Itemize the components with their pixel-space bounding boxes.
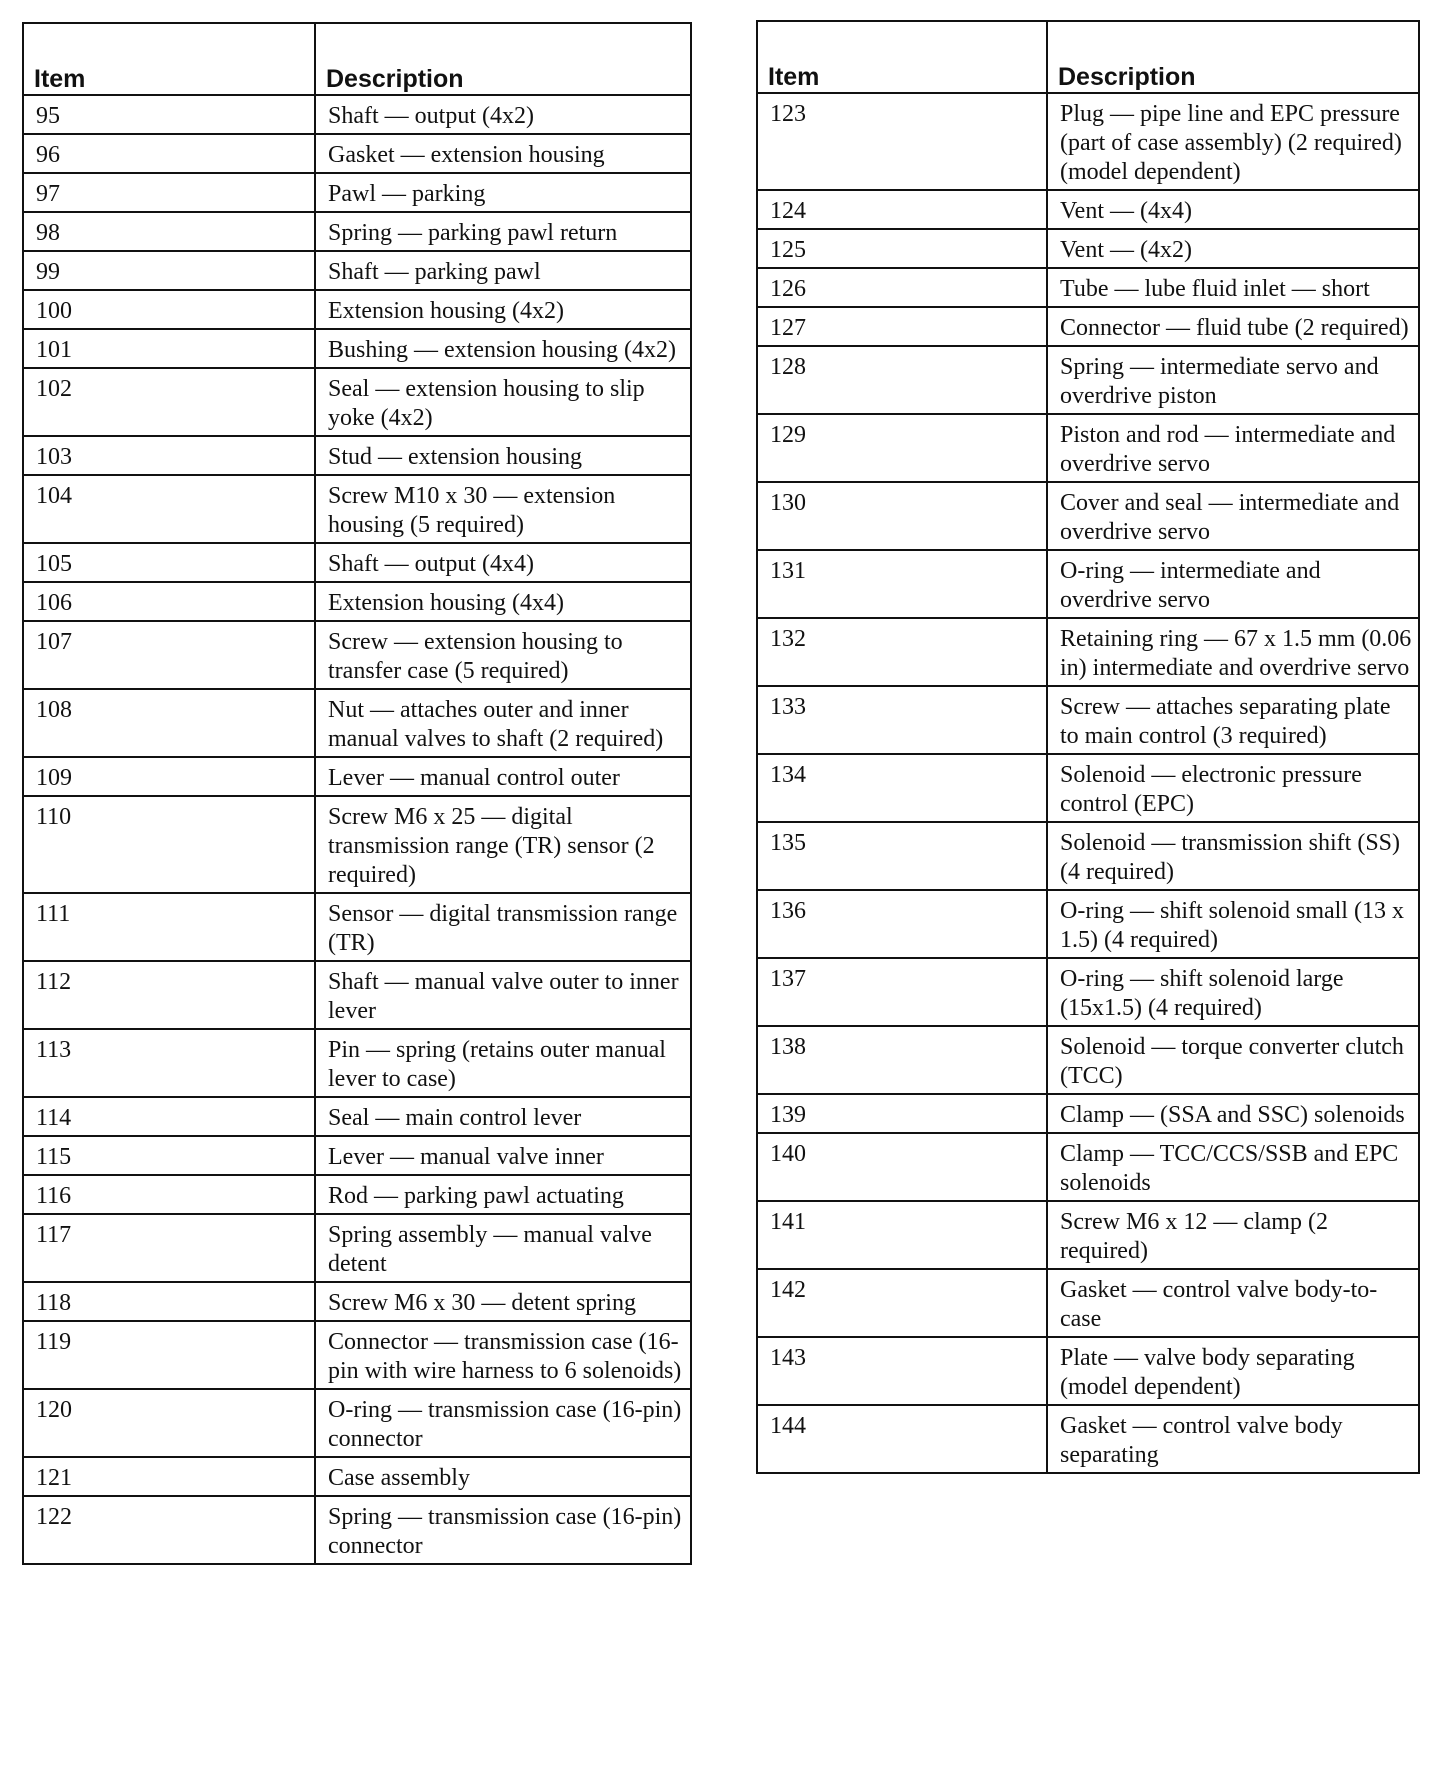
item-description: Clamp — (SSA and SSC) solenoids — [1047, 1094, 1419, 1133]
item-description: Cover and seal — intermediate and overdrive servo — [1047, 482, 1419, 550]
item-description: Gasket — extension housing — [315, 134, 691, 173]
item-number: 121 — [23, 1457, 315, 1496]
item-description: Shaft — manual valve outer to inner lever — [315, 961, 691, 1029]
item-description: Plate — valve body separating (model dependent) — [1047, 1337, 1419, 1405]
item-number: 131 — [757, 550, 1047, 618]
table-row — [757, 482, 1419, 550]
item-description: O-ring — shift solenoid small (13 x 1.5) (4 required) — [1047, 890, 1419, 958]
item-number: 115 — [23, 1136, 315, 1175]
item-number: 134 — [757, 754, 1047, 822]
item-number: 138 — [757, 1026, 1047, 1094]
table-row — [757, 1133, 1419, 1201]
table-row — [23, 1457, 691, 1496]
table-row — [757, 307, 1419, 346]
table-row — [23, 582, 691, 621]
table-row — [23, 796, 691, 893]
table-row — [23, 475, 691, 543]
table-row — [23, 173, 691, 212]
table-row — [23, 1389, 691, 1457]
table-row — [757, 1201, 1419, 1269]
table-row — [757, 93, 1419, 190]
item-description: Seal — extension housing to slip yoke (4x2) — [315, 368, 691, 436]
table-row — [757, 1026, 1419, 1094]
table-row — [23, 689, 691, 757]
item-number: 117 — [23, 1214, 315, 1282]
item-number: 105 — [23, 543, 315, 582]
item-column-header: Item — [23, 23, 315, 95]
parts-table-right-body — [757, 93, 1419, 1473]
item-number: 100 — [23, 290, 315, 329]
table-row — [23, 368, 691, 436]
item-number: 101 — [23, 329, 315, 368]
table-header-row — [757, 21, 1419, 93]
item-description: Screw M6 x 12 — clamp (2 required) — [1047, 1201, 1419, 1269]
item-number: 122 — [23, 1496, 315, 1564]
item-description: Bushing — extension housing (4x2) — [315, 329, 691, 368]
table-row — [23, 251, 691, 290]
item-description: Solenoid — torque converter clutch (TCC) — [1047, 1026, 1419, 1094]
item-column-header: Item — [757, 21, 1047, 93]
table-row — [23, 1175, 691, 1214]
item-number: 124 — [757, 190, 1047, 229]
table-row — [23, 1496, 691, 1564]
item-description: Gasket — control valve body separating — [1047, 1405, 1419, 1473]
item-description: Vent — (4x2) — [1047, 229, 1419, 268]
item-number: 140 — [757, 1133, 1047, 1201]
item-description: Extension housing (4x2) — [315, 290, 691, 329]
item-number: 111 — [23, 893, 315, 961]
item-description: Screw — attaches separating plate to main control (3 required) — [1047, 686, 1419, 754]
parts-table-right — [756, 20, 1420, 1474]
item-number: 116 — [23, 1175, 315, 1214]
item-description: Case assembly — [315, 1457, 691, 1496]
item-description: Extension housing (4x4) — [315, 582, 691, 621]
item-number: 107 — [23, 621, 315, 689]
item-description: Screw — extension housing to transfer case (5 required) — [315, 621, 691, 689]
table-row — [23, 290, 691, 329]
table-row — [23, 1097, 691, 1136]
item-description: Piston and rod — intermediate and overdrive servo — [1047, 414, 1419, 482]
table-row — [757, 618, 1419, 686]
description-column-header: Description — [1047, 21, 1419, 93]
item-number: 135 — [757, 822, 1047, 890]
table-row — [757, 890, 1419, 958]
item-number: 98 — [23, 212, 315, 251]
item-description: O-ring — intermediate and overdrive servo — [1047, 550, 1419, 618]
item-number: 125 — [757, 229, 1047, 268]
item-description: Plug — pipe line and EPC pressure (part of case assembly) (2 required) (model dependent) — [1047, 93, 1419, 190]
table-row — [23, 961, 691, 1029]
item-description: Screw M10 x 30 — extension housing (5 required) — [315, 475, 691, 543]
item-number: 118 — [23, 1282, 315, 1321]
table-row — [23, 212, 691, 251]
table-row — [757, 229, 1419, 268]
item-description: Connector — transmission case (16-pin with wire harness to 6 solenoids) — [315, 1321, 691, 1389]
table-header-row — [23, 23, 691, 95]
item-number: 136 — [757, 890, 1047, 958]
item-number: 113 — [23, 1029, 315, 1097]
table-row — [23, 1282, 691, 1321]
table-row — [757, 1269, 1419, 1337]
item-description: Lever — manual valve inner — [315, 1136, 691, 1175]
table-row — [757, 686, 1419, 754]
item-number: 103 — [23, 436, 315, 475]
item-description: Solenoid — transmission shift (SS) (4 required) — [1047, 822, 1419, 890]
item-description: Shaft — parking pawl — [315, 251, 691, 290]
table-row — [23, 1321, 691, 1389]
table-row — [23, 436, 691, 475]
item-number: 123 — [757, 93, 1047, 190]
item-number: 129 — [757, 414, 1047, 482]
table-row — [23, 621, 691, 689]
item-description: Shaft — output (4x2) — [315, 95, 691, 134]
description-column-header: Description — [315, 23, 691, 95]
item-description: Stud — extension housing — [315, 436, 691, 475]
table-row — [23, 757, 691, 796]
item-description: Retaining ring — 67 x 1.5 mm (0.06 in) intermediate and overdrive servo — [1047, 618, 1419, 686]
item-number: 97 — [23, 173, 315, 212]
item-number: 141 — [757, 1201, 1047, 1269]
table-row — [23, 1214, 691, 1282]
table-row — [757, 190, 1419, 229]
item-number: 104 — [23, 475, 315, 543]
item-number: 127 — [757, 307, 1047, 346]
table-row — [23, 134, 691, 173]
item-description: Connector — fluid tube (2 required) — [1047, 307, 1419, 346]
item-number: 95 — [23, 95, 315, 134]
item-number: 96 — [23, 134, 315, 173]
item-number: 137 — [757, 958, 1047, 1026]
item-number: 106 — [23, 582, 315, 621]
item-description: Pin — spring (retains outer manual lever to case) — [315, 1029, 691, 1097]
parts-table-left-body — [23, 95, 691, 1564]
item-number: 102 — [23, 368, 315, 436]
item-number: 144 — [757, 1405, 1047, 1473]
table-row — [23, 543, 691, 582]
item-description: Solenoid — electronic pressure control (EPC) — [1047, 754, 1419, 822]
table-row — [23, 1136, 691, 1175]
item-number: 114 — [23, 1097, 315, 1136]
item-description: Spring — transmission case (16-pin) connector — [315, 1496, 691, 1564]
item-description: Spring — intermediate servo and overdrive piston — [1047, 346, 1419, 414]
item-number: 128 — [757, 346, 1047, 414]
table-row — [757, 268, 1419, 307]
item-number: 110 — [23, 796, 315, 893]
item-number: 99 — [23, 251, 315, 290]
table-row — [757, 958, 1419, 1026]
parts-table-left — [22, 22, 692, 1565]
item-description: O-ring — shift solenoid large (15x1.5) (4 required) — [1047, 958, 1419, 1026]
item-number: 120 — [23, 1389, 315, 1457]
item-description: Spring — parking pawl return — [315, 212, 691, 251]
item-description: Spring assembly — manual valve detent — [315, 1214, 691, 1282]
item-number: 142 — [757, 1269, 1047, 1337]
item-number: 132 — [757, 618, 1047, 686]
item-description: Rod — parking pawl actuating — [315, 1175, 691, 1214]
item-description: Clamp — TCC/CCS/SSB and EPC solenoids — [1047, 1133, 1419, 1201]
table-row — [23, 95, 691, 134]
item-number: 109 — [23, 757, 315, 796]
item-number: 130 — [757, 482, 1047, 550]
table-row — [23, 893, 691, 961]
item-description: Screw M6 x 25 — digital transmission range (TR) sensor (2 required) — [315, 796, 691, 893]
item-description: Pawl — parking — [315, 173, 691, 212]
table-row — [757, 414, 1419, 482]
table-row — [757, 346, 1419, 414]
item-description: Tube — lube fluid inlet — short — [1047, 268, 1419, 307]
table-row — [757, 754, 1419, 822]
item-description: Vent — (4x4) — [1047, 190, 1419, 229]
table-row — [757, 1337, 1419, 1405]
table-row — [23, 329, 691, 368]
table-row — [757, 1094, 1419, 1133]
item-description: Screw M6 x 30 — detent spring — [315, 1282, 691, 1321]
item-number: 143 — [757, 1337, 1047, 1405]
item-number: 108 — [23, 689, 315, 757]
item-description: O-ring — transmission case (16-pin) connector — [315, 1389, 691, 1457]
table-row — [23, 1029, 691, 1097]
item-number: 119 — [23, 1321, 315, 1389]
item-number: 112 — [23, 961, 315, 1029]
table-row — [757, 1405, 1419, 1473]
item-description: Seal — main control lever — [315, 1097, 691, 1136]
item-number: 133 — [757, 686, 1047, 754]
item-number: 126 — [757, 268, 1047, 307]
item-description: Shaft — output (4x4) — [315, 543, 691, 582]
item-description: Nut — attaches outer and inner manual valves to shaft (2 required) — [315, 689, 691, 757]
item-description: Lever — manual control outer — [315, 757, 691, 796]
table-row — [757, 822, 1419, 890]
table-row — [757, 550, 1419, 618]
item-description: Sensor — digital transmission range (TR) — [315, 893, 691, 961]
item-number: 139 — [757, 1094, 1047, 1133]
item-description: Gasket — control valve body-to-case — [1047, 1269, 1419, 1337]
